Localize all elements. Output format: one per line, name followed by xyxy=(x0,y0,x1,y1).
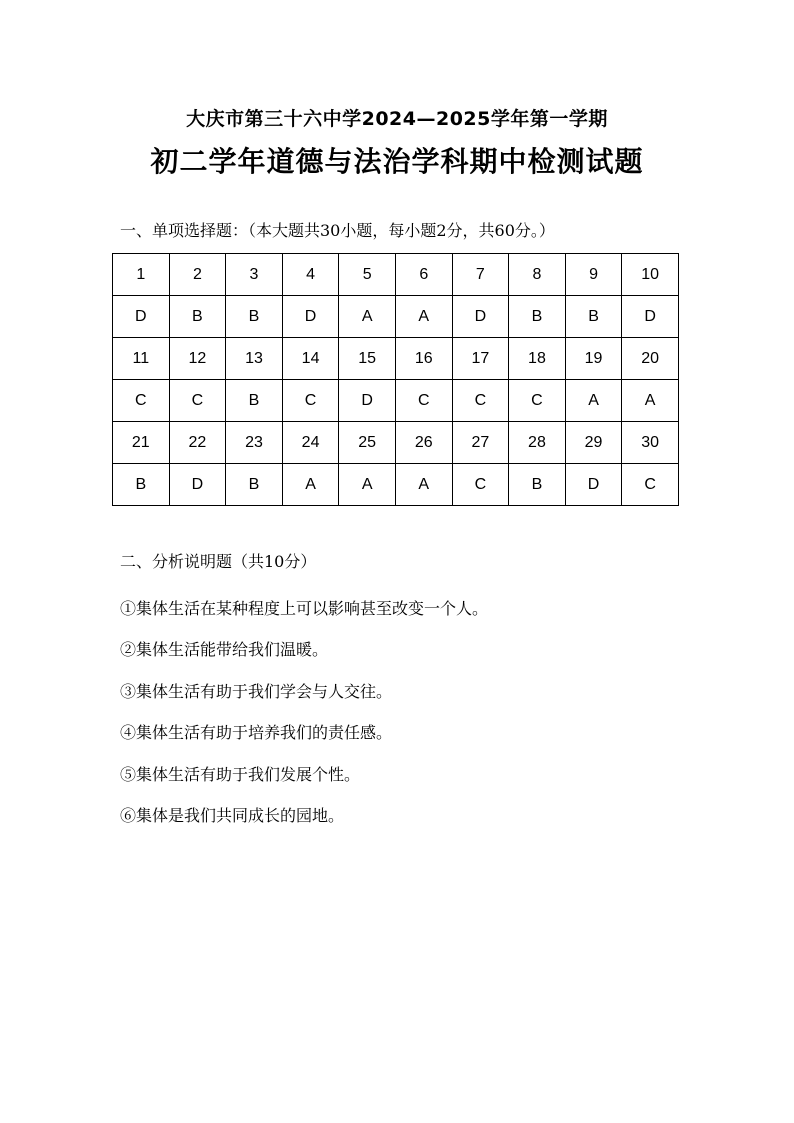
table-cell: 22 xyxy=(169,422,226,464)
table-cell: 28 xyxy=(509,422,566,464)
table-cell: C xyxy=(282,380,339,422)
table-cell: B xyxy=(113,464,170,506)
table-cell: D xyxy=(565,464,622,506)
table-cell: A xyxy=(395,464,452,506)
question-number-row xyxy=(113,338,679,380)
school-term-title: 大庆市第三十六中学2024—2025学年第一学期 xyxy=(186,108,608,130)
table-cell: B xyxy=(509,296,566,338)
table-cell: C xyxy=(113,380,170,422)
table-cell: 16 xyxy=(395,338,452,380)
table-cell: A xyxy=(395,296,452,338)
question-number-row xyxy=(113,254,679,296)
table-cell: 3 xyxy=(226,254,283,296)
table-cell: 29 xyxy=(565,422,622,464)
answer-point-4: ④集体生活有助于培养我们的责任感。 xyxy=(120,723,393,742)
table-cell: 17 xyxy=(452,338,509,380)
table-cell: D xyxy=(169,464,226,506)
answer-point-6: ⑥集体是我们共同成长的园地。 xyxy=(120,806,345,825)
table-cell: 13 xyxy=(226,338,283,380)
table-cell: D xyxy=(622,296,679,338)
question-number-row xyxy=(113,422,679,464)
table-cell: 14 xyxy=(282,338,339,380)
answer-point-3: ③集体生活有助于我们学会与人交往。 xyxy=(120,682,393,701)
table-cell: 23 xyxy=(226,422,283,464)
table-cell: 11 xyxy=(113,338,170,380)
table-cell: C xyxy=(169,380,226,422)
table-cell: B xyxy=(226,380,283,422)
table-cell: 4 xyxy=(282,254,339,296)
table-cell: A xyxy=(565,380,622,422)
table-cell: 19 xyxy=(565,338,622,380)
table-cell: 18 xyxy=(509,338,566,380)
table-cell: 7 xyxy=(452,254,509,296)
table-cell: B xyxy=(226,296,283,338)
table-cell: 27 xyxy=(452,422,509,464)
answer-row xyxy=(113,380,679,422)
table-cell: C xyxy=(395,380,452,422)
table-cell: 24 xyxy=(282,422,339,464)
table-cell: A xyxy=(339,296,396,338)
table-cell: C xyxy=(452,464,509,506)
table-cell: 2 xyxy=(169,254,226,296)
answer-row xyxy=(113,464,679,506)
table-cell: B xyxy=(169,296,226,338)
answer-point-5: ⑤集体生活有助于我们发展个性。 xyxy=(120,765,361,784)
exam-title: 初二学年道德与法治学科期中检测试题 xyxy=(150,145,644,178)
table-cell: D xyxy=(282,296,339,338)
table-cell: A xyxy=(622,380,679,422)
section-2-heading: 二、分析说明题（共10分） xyxy=(120,552,317,571)
table-cell: 9 xyxy=(565,254,622,296)
table-cell: 8 xyxy=(509,254,566,296)
table-cell: B xyxy=(565,296,622,338)
table-cell: 20 xyxy=(622,338,679,380)
answer-row xyxy=(113,296,679,338)
table-cell: A xyxy=(339,464,396,506)
answer-table xyxy=(112,253,679,506)
answer-point-2: ②集体生活能带给我们温暖。 xyxy=(120,640,329,659)
table-cell: C xyxy=(509,380,566,422)
table-cell: 5 xyxy=(339,254,396,296)
answer-point-1: ①集体生活在某种程度上可以影响甚至改变一个人。 xyxy=(120,599,489,618)
table-cell: 15 xyxy=(339,338,396,380)
table-cell: D xyxy=(339,380,396,422)
table-cell: 21 xyxy=(113,422,170,464)
table-cell: B xyxy=(226,464,283,506)
table-cell: 10 xyxy=(622,254,679,296)
section-1-heading: 一、单项选择题：（本大题共30小题，每小题2分，共60分。） xyxy=(120,221,555,240)
table-cell: A xyxy=(282,464,339,506)
table-cell: 30 xyxy=(622,422,679,464)
table-cell: B xyxy=(509,464,566,506)
table-cell: C xyxy=(622,464,679,506)
table-cell: 1 xyxy=(113,254,170,296)
table-cell: D xyxy=(452,296,509,338)
table-cell: 26 xyxy=(395,422,452,464)
table-cell: 25 xyxy=(339,422,396,464)
table-cell: D xyxy=(113,296,170,338)
table-cell: C xyxy=(452,380,509,422)
table-cell: 12 xyxy=(169,338,226,380)
table-cell: 6 xyxy=(395,254,452,296)
